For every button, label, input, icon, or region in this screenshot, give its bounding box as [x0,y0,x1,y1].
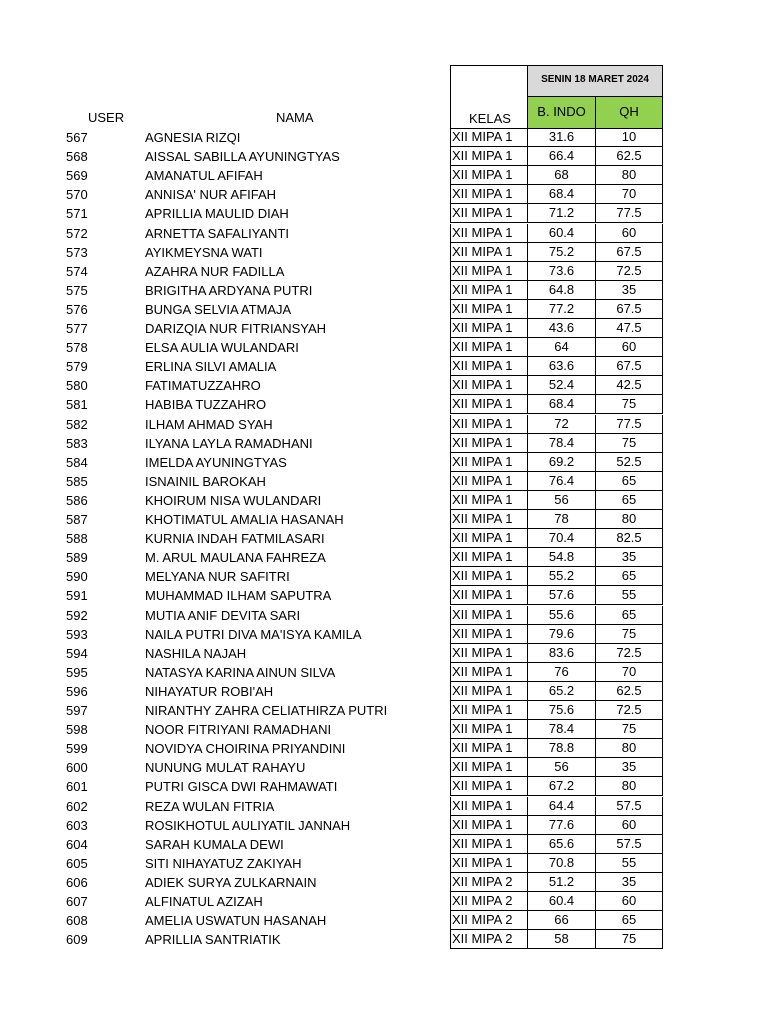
nama-cell: NASHILA NAJAH [145,646,247,661]
kelas-cell: XII MIPA 2 [450,911,528,930]
kelas-cell: XII MIPA 1 [450,281,528,300]
user-id-cell: 607 [66,894,88,909]
table-row [0,510,768,529]
user-id-cell: 570 [66,187,88,202]
bindo-score-cell: 55.2 [527,567,596,586]
kelas-cell: XII MIPA 1 [450,663,528,682]
nama-cell: AZAHRA NUR FADILLA [145,264,285,279]
qh-score-cell: 47.5 [595,319,663,338]
user-id-cell: 593 [66,627,88,642]
kelas-cell: XII MIPA 1 [450,434,528,453]
user-id-cell: 597 [66,703,88,718]
nama-cell: ISNAINIL BAROKAH [145,474,266,489]
table-row [0,224,768,243]
nama-cell: ILYANA LAYLA RAMADHANI [145,436,313,451]
user-id-cell: 589 [66,550,88,565]
nama-cell: FATIMATUZZAHRO [145,378,261,393]
table-row [0,548,768,567]
table-row [0,586,768,605]
bindo-score-cell: 78.4 [527,720,596,739]
bindo-score-cell: 31.6 [527,128,596,147]
qh-score-cell: 35 [595,548,663,567]
user-id-cell: 571 [66,206,88,221]
bindo-score-cell: 65.2 [527,682,596,701]
bindo-score-cell: 73.6 [527,262,596,281]
qh-score-cell: 42.5 [595,376,663,395]
kelas-cell: XII MIPA 1 [450,510,528,529]
qh-score-cell: 77.5 [595,204,663,223]
kelas-column-header: KELAS [469,111,511,126]
table-row [0,758,768,777]
bindo-score-cell: 75.2 [527,243,596,262]
qh-score-cell: 62.5 [595,147,663,166]
table-row [0,185,768,204]
qh-score-cell: 75 [595,720,663,739]
table-row [0,128,768,147]
qh-score-cell: 60 [595,224,663,243]
bindo-score-cell: 57.6 [527,586,596,605]
table-row [0,873,768,892]
table-row [0,911,768,930]
kelas-cell: XII MIPA 1 [450,262,528,281]
bindo-score-cell: 75.6 [527,701,596,720]
bindo-score-cell: 60.4 [527,224,596,243]
user-id-cell: 594 [66,646,88,661]
user-id-cell: 586 [66,493,88,508]
user-id-cell: 608 [66,913,88,928]
kelas-cell: XII MIPA 1 [450,835,528,854]
nama-cell: ELSA AULIA WULANDARI [145,340,299,355]
user-id-cell: 580 [66,378,88,393]
kelas-cell: XII MIPA 1 [450,147,528,166]
nama-cell: AYIKMEYSNA WATI [145,245,263,260]
nama-cell: NUNUNG MULAT RAHAYU [145,760,306,775]
user-id-cell: 600 [66,760,88,775]
nama-cell: IMELDA AYUNINGTYAS [145,455,287,470]
bindo-score-cell: 72 [527,415,596,434]
nama-cell: PUTRI GISCA DWI RAHMAWATI [145,779,338,794]
bindo-score-cell: 76 [527,663,596,682]
table-row [0,625,768,644]
nama-cell: ERLINA SILVI AMALIA [145,359,277,374]
kelas-cell: XII MIPA 1 [450,567,528,586]
user-id-cell: 575 [66,283,88,298]
nama-cell: DARIZQIA NUR FITRIANSYAH [145,321,327,336]
nama-cell: APRILLIA MAULID DIAH [145,206,289,221]
kelas-cell: XII MIPA 1 [450,453,528,472]
kelas-cell: XII MIPA 1 [450,491,528,510]
qh-score-cell: 57.5 [595,835,663,854]
kelas-cell: XII MIPA 1 [450,701,528,720]
table-row [0,300,768,319]
table-row [0,739,768,758]
nama-cell: NOOR FITRIYANI RAMADHANI [145,722,332,737]
qh-score-cell: 52.5 [595,453,663,472]
user-id-cell: 605 [66,856,88,871]
nama-cell: MUHAMMAD ILHAM SAPUTRA [145,588,332,603]
table-row [0,147,768,166]
table-row [0,720,768,739]
nama-cell: SARAH KUMALA DEWI [145,837,284,852]
table-row [0,453,768,472]
kelas-cell: XII MIPA 1 [450,243,528,262]
nama-cell: ROSIKHOTUL AULIYATIL JANNAH [145,818,351,833]
bindo-score-cell: 60.4 [527,892,596,911]
table-row [0,816,768,835]
user-id-cell: 578 [66,340,88,355]
bindo-score-cell: 55.6 [527,606,596,625]
user-id-cell: 604 [66,837,88,852]
kelas-cell: XII MIPA 2 [450,892,528,911]
qh-score-cell: 70 [595,663,663,682]
table-row [0,395,768,414]
nama-cell: BRIGITHA ARDYANA PUTRI [145,283,313,298]
qh-score-cell: 75 [595,395,663,414]
bindo-score-cell: 78.8 [527,739,596,758]
nama-cell: MUTIA ANIF DEVITA SARI [145,608,301,623]
kelas-cell: XII MIPA 1 [450,816,528,835]
table-row [0,357,768,376]
nama-cell: ANNISA' NUR AFIFAH [145,187,277,202]
table-row [0,415,768,434]
table-row [0,434,768,453]
bindo-score-cell: 68 [527,166,596,185]
bindo-score-cell: 64.8 [527,281,596,300]
bindo-score-cell: 64.4 [527,797,596,816]
bindo-score-cell: 69.2 [527,453,596,472]
nama-cell: NOVIDYA CHOIRINA PRIYANDINI [145,741,346,756]
bindo-score-cell: 76.4 [527,472,596,491]
table-row [0,262,768,281]
bindo-score-cell: 63.6 [527,357,596,376]
nama-cell: APRILLIA SANTRIATIK [145,932,281,947]
user-id-cell: 588 [66,531,88,546]
table-row [0,243,768,262]
kelas-cell: XII MIPA 1 [450,472,528,491]
qh-score-cell: 70 [595,185,663,204]
table-row [0,472,768,491]
bindo-score-cell: 65.6 [527,835,596,854]
bindo-column-header: B. INDO [537,104,586,119]
nama-cell: NATASYA KARINA AINUN SILVA [145,665,336,680]
bindo-score-cell: 68.4 [527,395,596,414]
user-id-cell: 574 [66,264,88,279]
table-row [0,701,768,720]
user-id-cell: 591 [66,588,88,603]
qh-score-cell: 80 [595,739,663,758]
nama-cell: BUNGA SELVIA ATMAJA [145,302,292,317]
bindo-score-cell: 64 [527,338,596,357]
kelas-cell: XII MIPA 1 [450,586,528,605]
qh-score-cell: 35 [595,873,663,892]
nama-cell: ALFINATUL AZIZAH [145,894,263,909]
user-column-header: USER [88,110,125,125]
nama-cell: KHOTIMATUL AMALIA HASANAH [145,512,344,527]
qh-score-cell: 55 [595,586,663,605]
table-row [0,319,768,338]
kelas-cell: XII MIPA 1 [450,529,528,548]
kelas-cell: XII MIPA 2 [450,873,528,892]
bindo-score-cell: 56 [527,491,596,510]
nama-cell: NAILA PUTRI DIVA MA'ISYA KAMILA [145,627,362,642]
nama-cell: NIRANTHY ZAHRA CELIATHIRZA PUTRI [145,703,388,718]
user-id-cell: 585 [66,474,88,489]
bindo-score-cell: 71.2 [527,204,596,223]
kelas-cell: XII MIPA 1 [450,720,528,739]
bindo-score-cell: 70.8 [527,854,596,873]
qh-score-cell: 35 [595,281,663,300]
table-row [0,892,768,911]
table-row [0,663,768,682]
qh-score-cell: 35 [595,758,663,777]
qh-score-cell: 77.5 [595,415,663,434]
kelas-cell: XII MIPA 1 [450,415,528,434]
nama-cell: HABIBA TUZZAHRO [145,397,267,412]
user-id-cell: 567 [66,130,88,145]
qh-column-header: QH [619,104,639,119]
table-row [0,491,768,510]
qh-score-cell: 72.5 [595,644,663,663]
user-id-cell: 579 [66,359,88,374]
qh-score-cell: 67.5 [595,300,663,319]
bindo-score-cell: 58 [527,930,596,949]
qh-score-cell: 80 [595,777,663,796]
kelas-cell: XII MIPA 1 [450,777,528,796]
user-id-cell: 584 [66,455,88,470]
kelas-cell: XII MIPA 1 [450,338,528,357]
kelas-cell: XII MIPA 1 [450,739,528,758]
kelas-cell: XII MIPA 1 [450,128,528,147]
qh-score-cell: 65 [595,472,663,491]
user-id-cell: 603 [66,818,88,833]
qh-score-cell: 67.5 [595,243,663,262]
user-id-cell: 602 [66,799,88,814]
nama-cell: MELYANA NUR SAFITRI [145,569,290,584]
nama-cell: SITI NIHAYATUZ ZAKIYAH [145,856,302,871]
nama-cell: NIHAYATUR ROBI'AH [145,684,274,699]
qh-score-cell: 80 [595,166,663,185]
table-row [0,166,768,185]
user-id-cell: 568 [66,149,88,164]
qh-score-cell: 67.5 [595,357,663,376]
kelas-cell: XII MIPA 1 [450,376,528,395]
bindo-score-cell: 70.4 [527,529,596,548]
bindo-score-cell: 79.6 [527,625,596,644]
kelas-cell: XII MIPA 1 [450,357,528,376]
bindo-score-cell: 66 [527,911,596,930]
user-id-cell: 577 [66,321,88,336]
bindo-score-cell: 66.4 [527,147,596,166]
table-row [0,835,768,854]
date-header: SENIN 18 MARET 2024 [541,74,649,85]
qh-score-cell: 55 [595,854,663,873]
user-id-cell: 606 [66,875,88,890]
bindo-score-cell: 77.6 [527,816,596,835]
user-id-cell: 572 [66,226,88,241]
user-id-cell: 590 [66,569,88,584]
user-id-cell: 582 [66,417,88,432]
bindo-score-cell: 52.4 [527,376,596,395]
kelas-cell: XII MIPA 1 [450,548,528,567]
qh-score-cell: 60 [595,892,663,911]
bindo-score-cell: 67.2 [527,777,596,796]
user-id-cell: 573 [66,245,88,260]
nama-cell: AMANATUL AFIFAH [145,168,263,183]
kelas-cell: XII MIPA 1 [450,319,528,338]
nama-cell: AGNESIA RIZQI [145,130,241,145]
table-row [0,644,768,663]
qh-score-cell: 75 [595,625,663,644]
kelas-cell: XII MIPA 1 [450,797,528,816]
qh-score-cell: 65 [595,911,663,930]
qh-score-cell: 60 [595,338,663,357]
qh-score-cell: 60 [595,816,663,835]
table-row [0,854,768,873]
nama-cell: ARNETTA SAFALIYANTI [145,226,289,241]
qh-score-cell: 62.5 [595,682,663,701]
kelas-cell: XII MIPA 1 [450,682,528,701]
kelas-cell: XII MIPA 1 [450,395,528,414]
qh-score-cell: 72.5 [595,701,663,720]
kelas-cell: XII MIPA 1 [450,758,528,777]
qh-score-cell: 65 [595,567,663,586]
bindo-score-cell: 78.4 [527,434,596,453]
qh-score-cell: 65 [595,606,663,625]
bindo-score-cell: 43.6 [527,319,596,338]
table-row [0,338,768,357]
table-row [0,204,768,223]
kelas-cell: XII MIPA 1 [450,644,528,663]
kelas-cell: XII MIPA 2 [450,930,528,949]
kelas-cell: XII MIPA 1 [450,224,528,243]
qh-score-cell: 75 [595,930,663,949]
nama-cell: AMELIA USWATUN HASANAH [145,913,327,928]
table-row [0,606,768,625]
bindo-score-cell: 77.2 [527,300,596,319]
qh-score-cell: 75 [595,434,663,453]
qh-score-cell: 82.5 [595,529,663,548]
kelas-cell: XII MIPA 1 [450,185,528,204]
user-id-cell: 592 [66,608,88,623]
bindo-score-cell: 56 [527,758,596,777]
user-id-cell: 598 [66,722,88,737]
user-id-cell: 599 [66,741,88,756]
user-id-cell: 609 [66,932,88,947]
nama-cell: REZA WULAN FITRIA [145,799,275,814]
bindo-score-cell: 51.2 [527,873,596,892]
table-row [0,376,768,395]
bindo-score-cell: 83.6 [527,644,596,663]
nama-cell: M. ARUL MAULANA FAHREZA [145,550,326,565]
user-id-cell: 587 [66,512,88,527]
qh-score-cell: 72.5 [595,262,663,281]
nama-cell: ADIEK SURYA ZULKARNAIN [145,875,317,890]
table-row [0,529,768,548]
table-row [0,777,768,796]
user-id-cell: 595 [66,665,88,680]
nama-column-header: NAMA [276,110,314,125]
kelas-cell: XII MIPA 1 [450,166,528,185]
nama-cell: ILHAM AHMAD SYAH [145,417,273,432]
kelas-cell: XII MIPA 1 [450,204,528,223]
qh-score-cell: 80 [595,510,663,529]
bindo-score-cell: 78 [527,510,596,529]
user-id-cell: 601 [66,779,88,794]
user-id-cell: 596 [66,684,88,699]
table-row [0,930,768,949]
user-id-cell: 581 [66,397,88,412]
table-row [0,281,768,300]
bindo-score-cell: 54.8 [527,548,596,567]
kelas-cell: XII MIPA 1 [450,300,528,319]
qh-score-cell: 65 [595,491,663,510]
table-row [0,682,768,701]
kelas-cell: XII MIPA 1 [450,606,528,625]
user-id-cell: 569 [66,168,88,183]
kelas-cell: XII MIPA 1 [450,625,528,644]
user-id-cell: 576 [66,302,88,317]
table-row [0,567,768,586]
qh-score-cell: 10 [595,128,663,147]
qh-score-cell: 57.5 [595,797,663,816]
nama-cell: KHOIRUM NISA WULANDARI [145,493,322,508]
nama-cell: KURNIA INDAH FATMILASARI [145,531,325,546]
bindo-score-cell: 68.4 [527,185,596,204]
user-id-cell: 583 [66,436,88,451]
nama-cell: AISSAL SABILLA AYUNINGTYAS [145,149,340,164]
table-row [0,797,768,816]
kelas-cell: XII MIPA 1 [450,854,528,873]
